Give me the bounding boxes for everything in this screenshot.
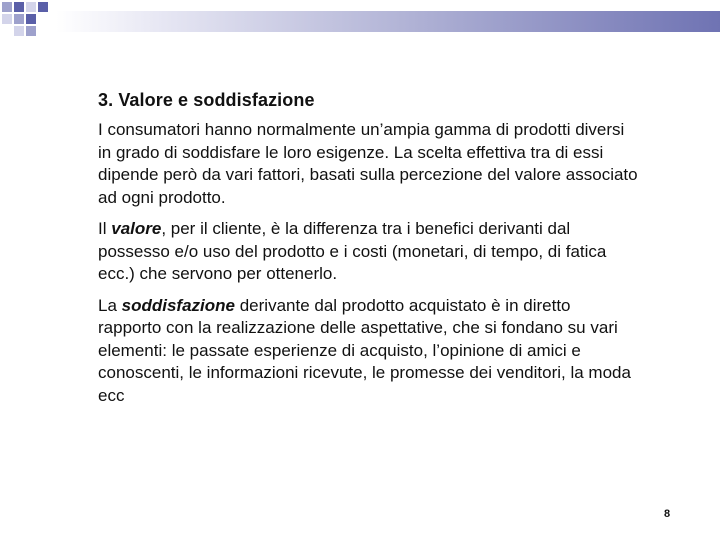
paragraph-valore-text: , per il cliente, è la differenza tra i benefici derivanti dal possesso e/o uso del prodotto e i costi (monetari, di tempo, di fatica ecc.) che servono per ottenerlo. [98,219,607,283]
checker-square [26,26,36,36]
page-number: 8 [664,508,671,520]
checker-square [14,2,24,12]
checker-square [26,14,36,24]
checker-square [14,26,24,36]
paragraph-valore [98,218,638,286]
checker-square [26,2,36,12]
checker-square [2,2,12,12]
paragraph-valore-prefix: Il [98,219,112,238]
slide-content [98,90,638,416]
checker-square [14,14,24,24]
header-gradient-bar [56,11,720,32]
paragraph-soddisfazione-text: derivante dal prodotto acquistato è in diretto rapporto con la realizzazione delle aspettative, che si fondano su vari elementi: le passate esperienze di acquisto, l’opinione di amici e conoscenti, le informazioni ricevute, le promesse dei venditori, la moda ecc [98,295,631,405]
checker-square [38,2,48,12]
checker-square [2,14,12,24]
paragraph-soddisfazione [98,295,638,408]
slide-title: 3. Valore e soddisfazione [98,90,315,110]
term-valore: valore [111,219,162,238]
term-soddisfazione: soddisfazione [121,295,235,315]
paragraph-soddisfazione-prefix: La [98,295,122,315]
paragraph-intro: I consumatori hanno normalmente un’ampia gamma di prodotti diversi in grado di soddisfare le loro esigenze. La scelta effettiva tra di essi dipende però da vari fattori, basati sulla percezione del valore associato ad ogni prodotto. [98,120,638,207]
